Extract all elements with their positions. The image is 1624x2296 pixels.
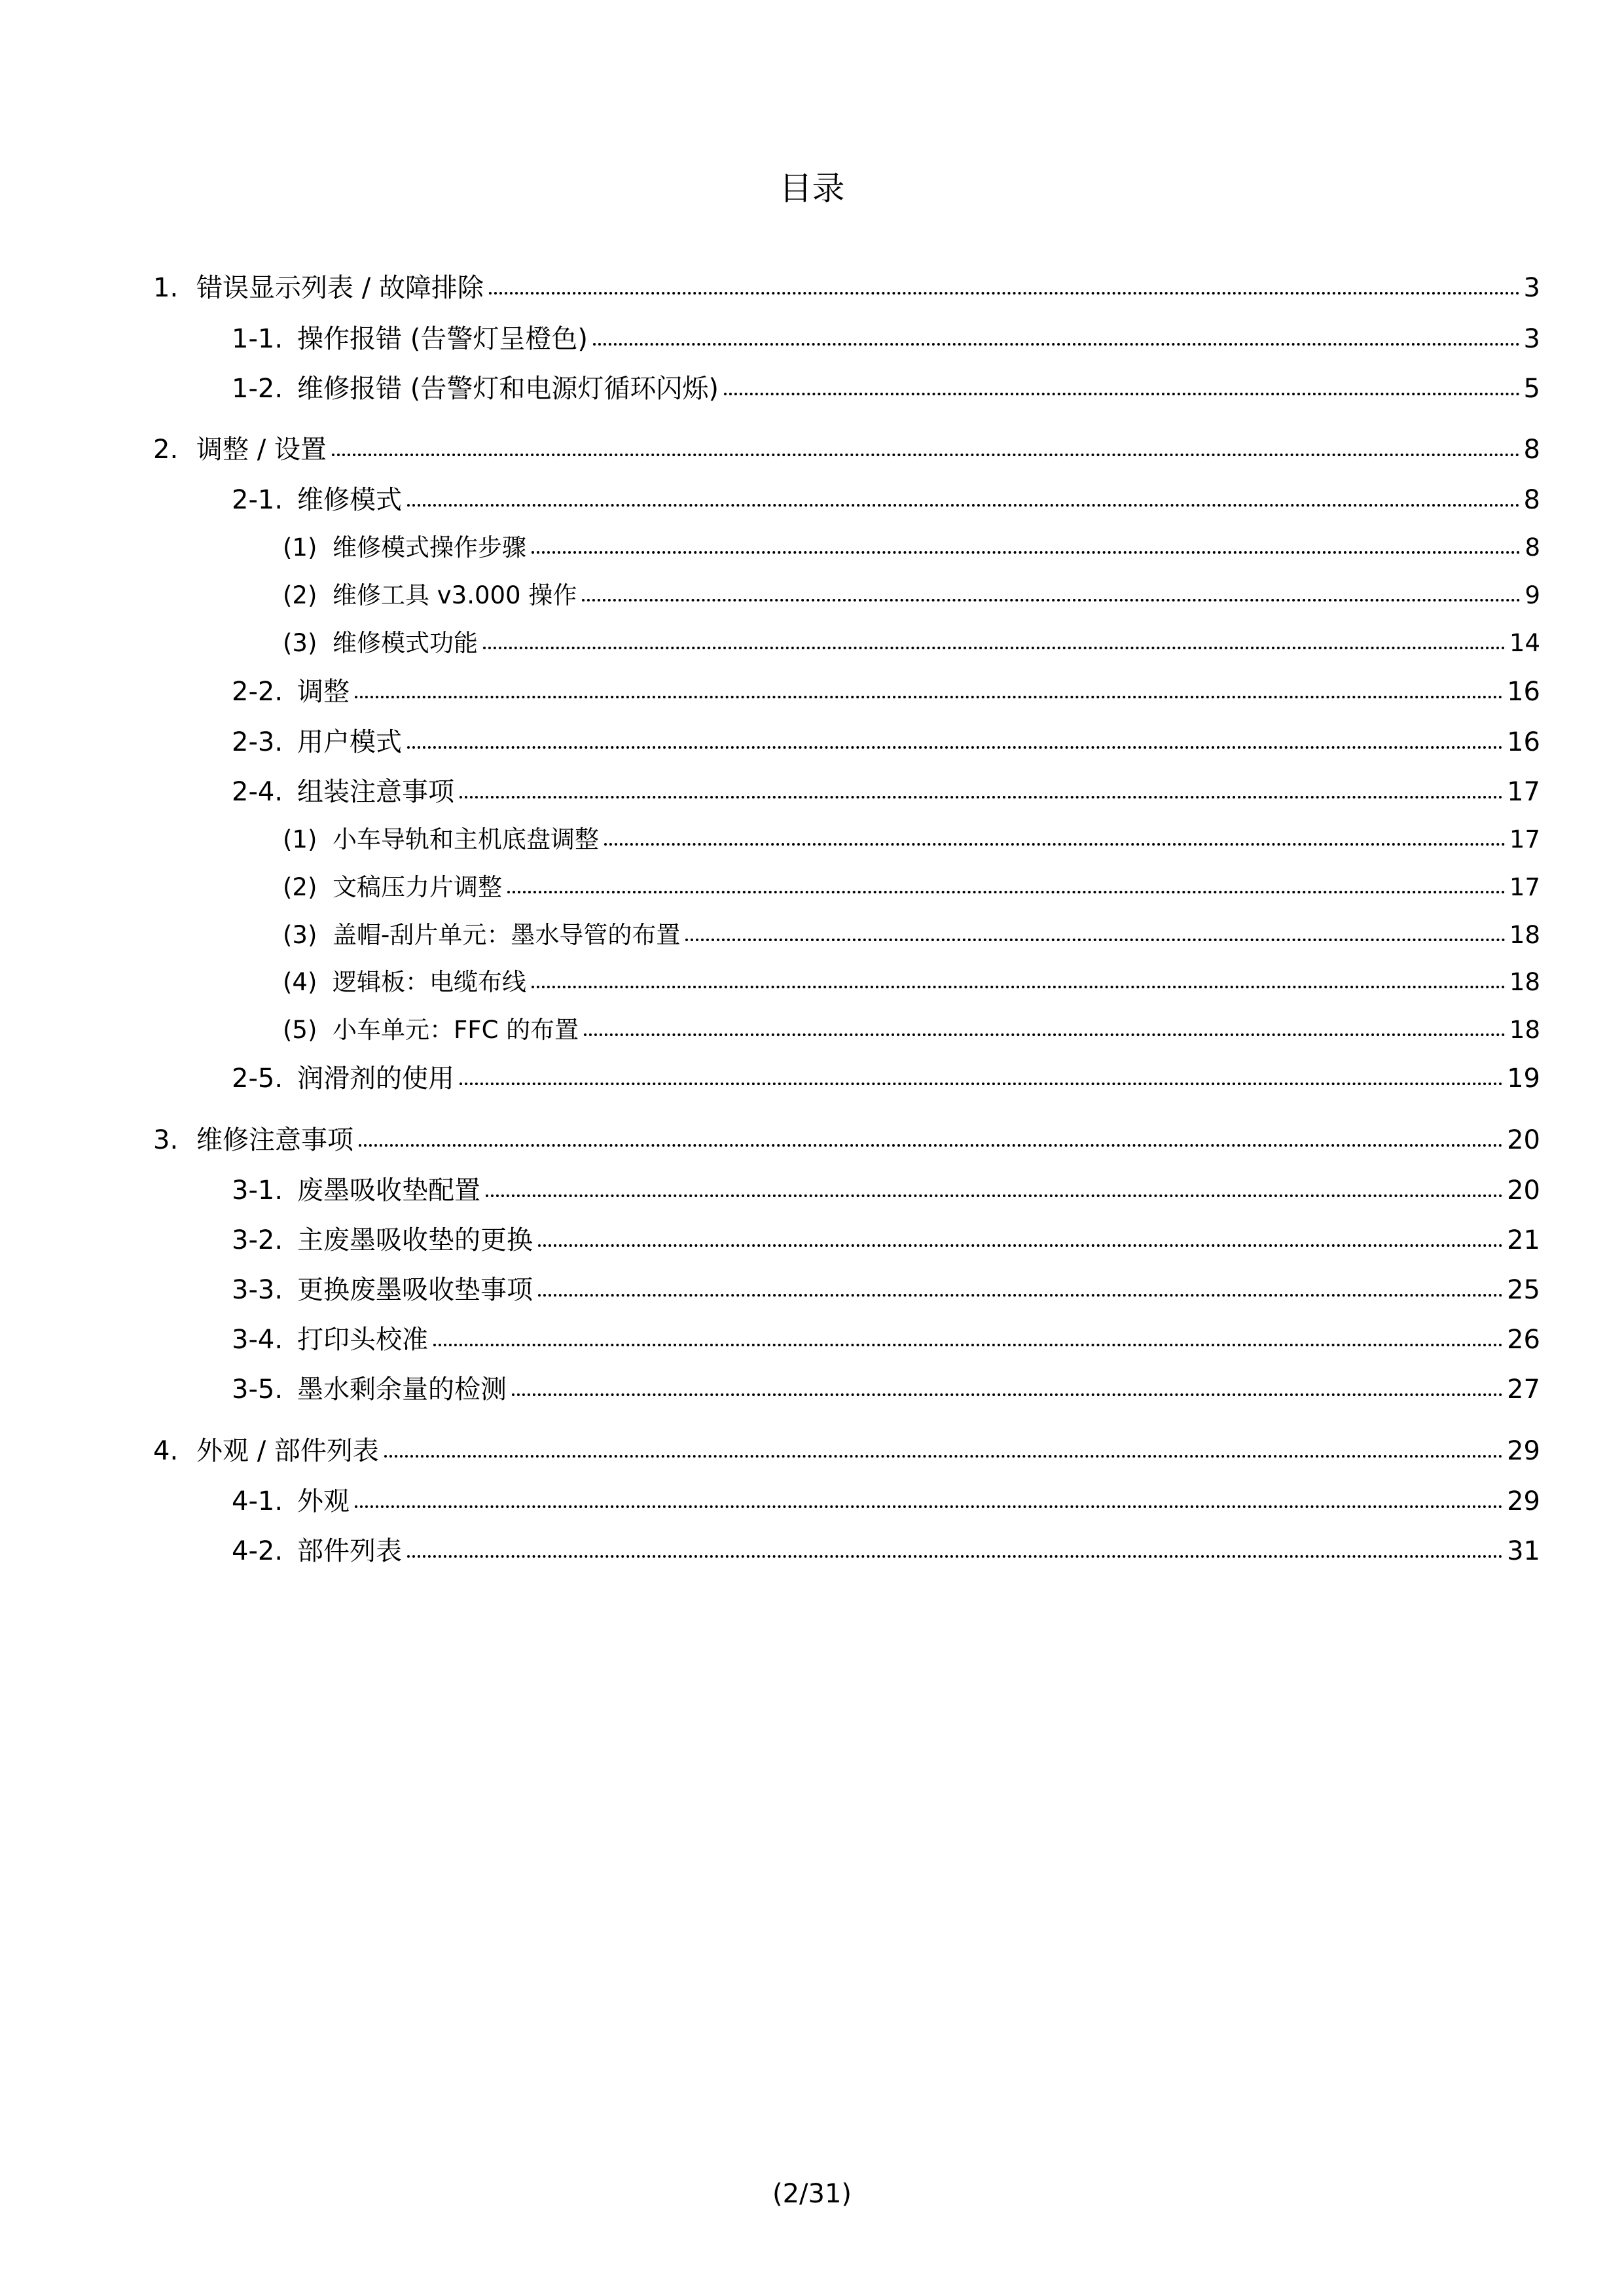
toc-entry-page: 5: [1523, 374, 1540, 404]
toc-entry-label: 润滑剂的使用: [297, 1064, 454, 1094]
toc-entry-number: (2): [283, 581, 317, 609]
toc-entry-label: 用户模式: [297, 727, 402, 757]
toc-entry-number: (4): [283, 968, 317, 996]
toc-entry-page: 14: [1509, 629, 1540, 657]
toc-entry-label: 外观 / 部件列表: [196, 1436, 379, 1466]
toc-entry[interactable]: [283, 528, 1540, 563]
dot-leader: [507, 871, 1506, 895]
toc-entry-number: 3-5.: [232, 1374, 283, 1405]
toc-entry[interactable]: [232, 771, 1540, 808]
toc-entry-number: 1-2.: [232, 374, 283, 404]
toc-entry-label: 错误显示列表 / 故障排除: [196, 273, 484, 303]
toc-entry-label: 文稿压力片调整: [333, 873, 502, 901]
toc-entry-page: 8: [1523, 435, 1540, 465]
toc-entry-number: 2-3.: [232, 727, 283, 757]
toc-entry-label: 维修工具 v3.000 操作: [333, 581, 577, 609]
toc-entry-number: 3-1.: [232, 1175, 283, 1206]
toc-entry-page: 8: [1525, 533, 1540, 562]
toc-entry[interactable]: [283, 623, 1540, 658]
toc-entry[interactable]: [232, 1530, 1540, 1568]
toc-entry[interactable]: [232, 368, 1540, 405]
toc-entry-number: 3-3.: [232, 1275, 283, 1305]
dot-leader: [460, 774, 1503, 800]
toc-entry[interactable]: [232, 1170, 1540, 1207]
toc-entry-label: 维修报错 (告警灯和电源灯循环闪烁): [297, 374, 719, 404]
toc-entry-number: (5): [283, 1016, 317, 1044]
toc-entry-page: 18: [1509, 921, 1540, 949]
dot-leader: [359, 1122, 1503, 1149]
toc-entry-number: (3): [283, 629, 317, 657]
toc-entry-number: 2-1.: [232, 485, 283, 515]
toc-entry-page: 20: [1507, 1125, 1540, 1155]
toc-entry[interactable]: [283, 819, 1540, 855]
dot-leader: [685, 919, 1506, 943]
toc-entry[interactable]: [283, 867, 1540, 903]
toc-entry-label: 小车导轨和主机底盘调整: [333, 825, 599, 853]
toc-entry-label: 更换废墨吸收垫事项: [297, 1275, 533, 1305]
toc-entry[interactable]: [232, 1269, 1540, 1306]
toc-entry-number: 2.: [153, 435, 179, 465]
toc-entry-page: 31: [1507, 1536, 1540, 1566]
toc-entry-label: 操作报错 (告警灯呈橙色): [297, 324, 588, 354]
dot-leader: [486, 1173, 1503, 1199]
toc-entry-label: 打印头校准: [297, 1325, 428, 1355]
toc-entry-number: 1-1.: [232, 324, 283, 354]
toc-entry-label: 外观: [297, 1486, 350, 1516]
dot-leader: [593, 321, 1520, 348]
toc-entry-page: 29: [1507, 1436, 1540, 1466]
toc-entry-page: 18: [1509, 968, 1540, 996]
toc-entry[interactable]: [153, 429, 1540, 466]
toc-entry-number: 3-2.: [232, 1225, 283, 1255]
toc-entry[interactable]: [153, 267, 1540, 304]
toc-entry-number: 2-5.: [232, 1064, 283, 1094]
toc-entry-label: 维修模式功能: [333, 629, 478, 657]
dot-leader: [532, 531, 1521, 556]
toc-entry-page: 21: [1507, 1225, 1540, 1255]
dot-leader: [407, 482, 1520, 509]
dot-leader: [538, 1223, 1503, 1249]
dot-leader: [460, 1061, 1503, 1087]
toc-entry[interactable]: [232, 479, 1540, 516]
toc-entry-label: 调整 / 设置: [196, 435, 327, 465]
toc-entry-page: 27: [1507, 1374, 1540, 1405]
toc-entry-page: 29: [1507, 1486, 1540, 1516]
toc-entry-number: (3): [283, 921, 317, 949]
toc-entry-page: 9: [1525, 581, 1540, 609]
toc-entry-page: 17: [1509, 873, 1540, 901]
dot-leader: [724, 371, 1520, 397]
toc-entry-page: 8: [1523, 485, 1540, 515]
toc-entry-label: 维修模式操作步骤: [333, 533, 526, 562]
toc-entry[interactable]: [232, 1058, 1540, 1095]
dot-leader: [584, 1014, 1506, 1038]
toc-entry-label: 调整: [297, 677, 350, 707]
toc-entry-number: 2-2.: [232, 677, 283, 707]
toc-entry-number: (1): [283, 825, 317, 853]
dot-leader: [355, 1484, 1503, 1510]
toc-entry[interactable]: [232, 671, 1540, 708]
toc-entry[interactable]: [283, 1010, 1540, 1045]
toc-entry-label: 废墨吸收垫配置: [297, 1175, 480, 1206]
toc-entry-label: 墨水剩余量的检测: [297, 1374, 507, 1405]
dot-leader: [512, 1372, 1503, 1398]
toc-entry-page: 3: [1523, 273, 1540, 303]
toc-entry-page: 17: [1507, 777, 1540, 807]
toc-entry[interactable]: [232, 1319, 1540, 1356]
toc-entry-label: 部件列表: [297, 1536, 402, 1566]
toc-entry-label: 维修注意事项: [196, 1125, 353, 1155]
toc-entry-number: 4-2.: [232, 1536, 283, 1566]
dot-leader: [384, 1433, 1503, 1460]
toc-entry-number: 4-1.: [232, 1486, 283, 1516]
dot-leader: [407, 725, 1503, 751]
toc-entry[interactable]: [283, 915, 1540, 950]
toc-entry-number: (2): [283, 873, 317, 901]
toc-entry-page: 20: [1507, 1175, 1540, 1206]
toc-entry-number: 1.: [153, 273, 179, 303]
toc-entry[interactable]: [232, 1219, 1540, 1257]
dot-leader: [332, 432, 1520, 458]
toc-entry-label: 逻辑板：电缆布线: [333, 968, 526, 996]
toc-entry-number: 3.: [153, 1125, 179, 1155]
toc-entry-page: 3: [1523, 324, 1540, 354]
toc-entry[interactable]: [232, 721, 1540, 759]
toc-entry[interactable]: [283, 962, 1540, 997]
dot-leader: [483, 627, 1506, 651]
toc-entry-page: 18: [1509, 1016, 1540, 1044]
dot-leader: [538, 1272, 1503, 1299]
toc-entry-page: 16: [1507, 727, 1540, 757]
toc-entry-number: (1): [283, 533, 317, 562]
toc-entry-page: 25: [1507, 1275, 1540, 1305]
dot-leader: [355, 674, 1503, 700]
page-number-footer: (2/31): [772, 2179, 852, 2209]
toc-entry-label: 组装注意事项: [297, 777, 454, 807]
dot-leader: [433, 1322, 1503, 1348]
dot-leader: [604, 823, 1506, 848]
toc-entry[interactable]: [153, 1119, 1540, 1157]
dot-leader: [489, 270, 1520, 296]
toc-entry-label: 小车单元：FFC 的布置: [333, 1016, 579, 1044]
toc-entry[interactable]: [232, 1480, 1540, 1518]
toc-entry[interactable]: [283, 575, 1540, 611]
dot-leader: [407, 1534, 1503, 1560]
toc-entry-page: 19: [1507, 1064, 1540, 1094]
page-title: 目录: [779, 170, 845, 207]
toc-entry-number: 3-4.: [232, 1325, 283, 1355]
toc-entry-label: 主废墨吸收垫的更换: [297, 1225, 533, 1255]
dot-leader: [582, 579, 1521, 603]
toc-entry-page: 17: [1509, 825, 1540, 853]
toc-entry-label: 维修模式: [297, 485, 402, 515]
toc-entry[interactable]: [232, 318, 1540, 355]
toc-entry[interactable]: [232, 1369, 1540, 1406]
toc-entry-label: 盖帽-刮片单元：墨水导管的布置: [333, 921, 681, 949]
toc-entry-number: 4.: [153, 1436, 179, 1466]
toc-entry[interactable]: [153, 1430, 1540, 1467]
toc-entry-number: 2-4.: [232, 777, 283, 807]
toc-entry-page: 26: [1507, 1325, 1540, 1355]
dot-leader: [532, 966, 1506, 990]
toc-entry-page: 16: [1507, 677, 1540, 707]
